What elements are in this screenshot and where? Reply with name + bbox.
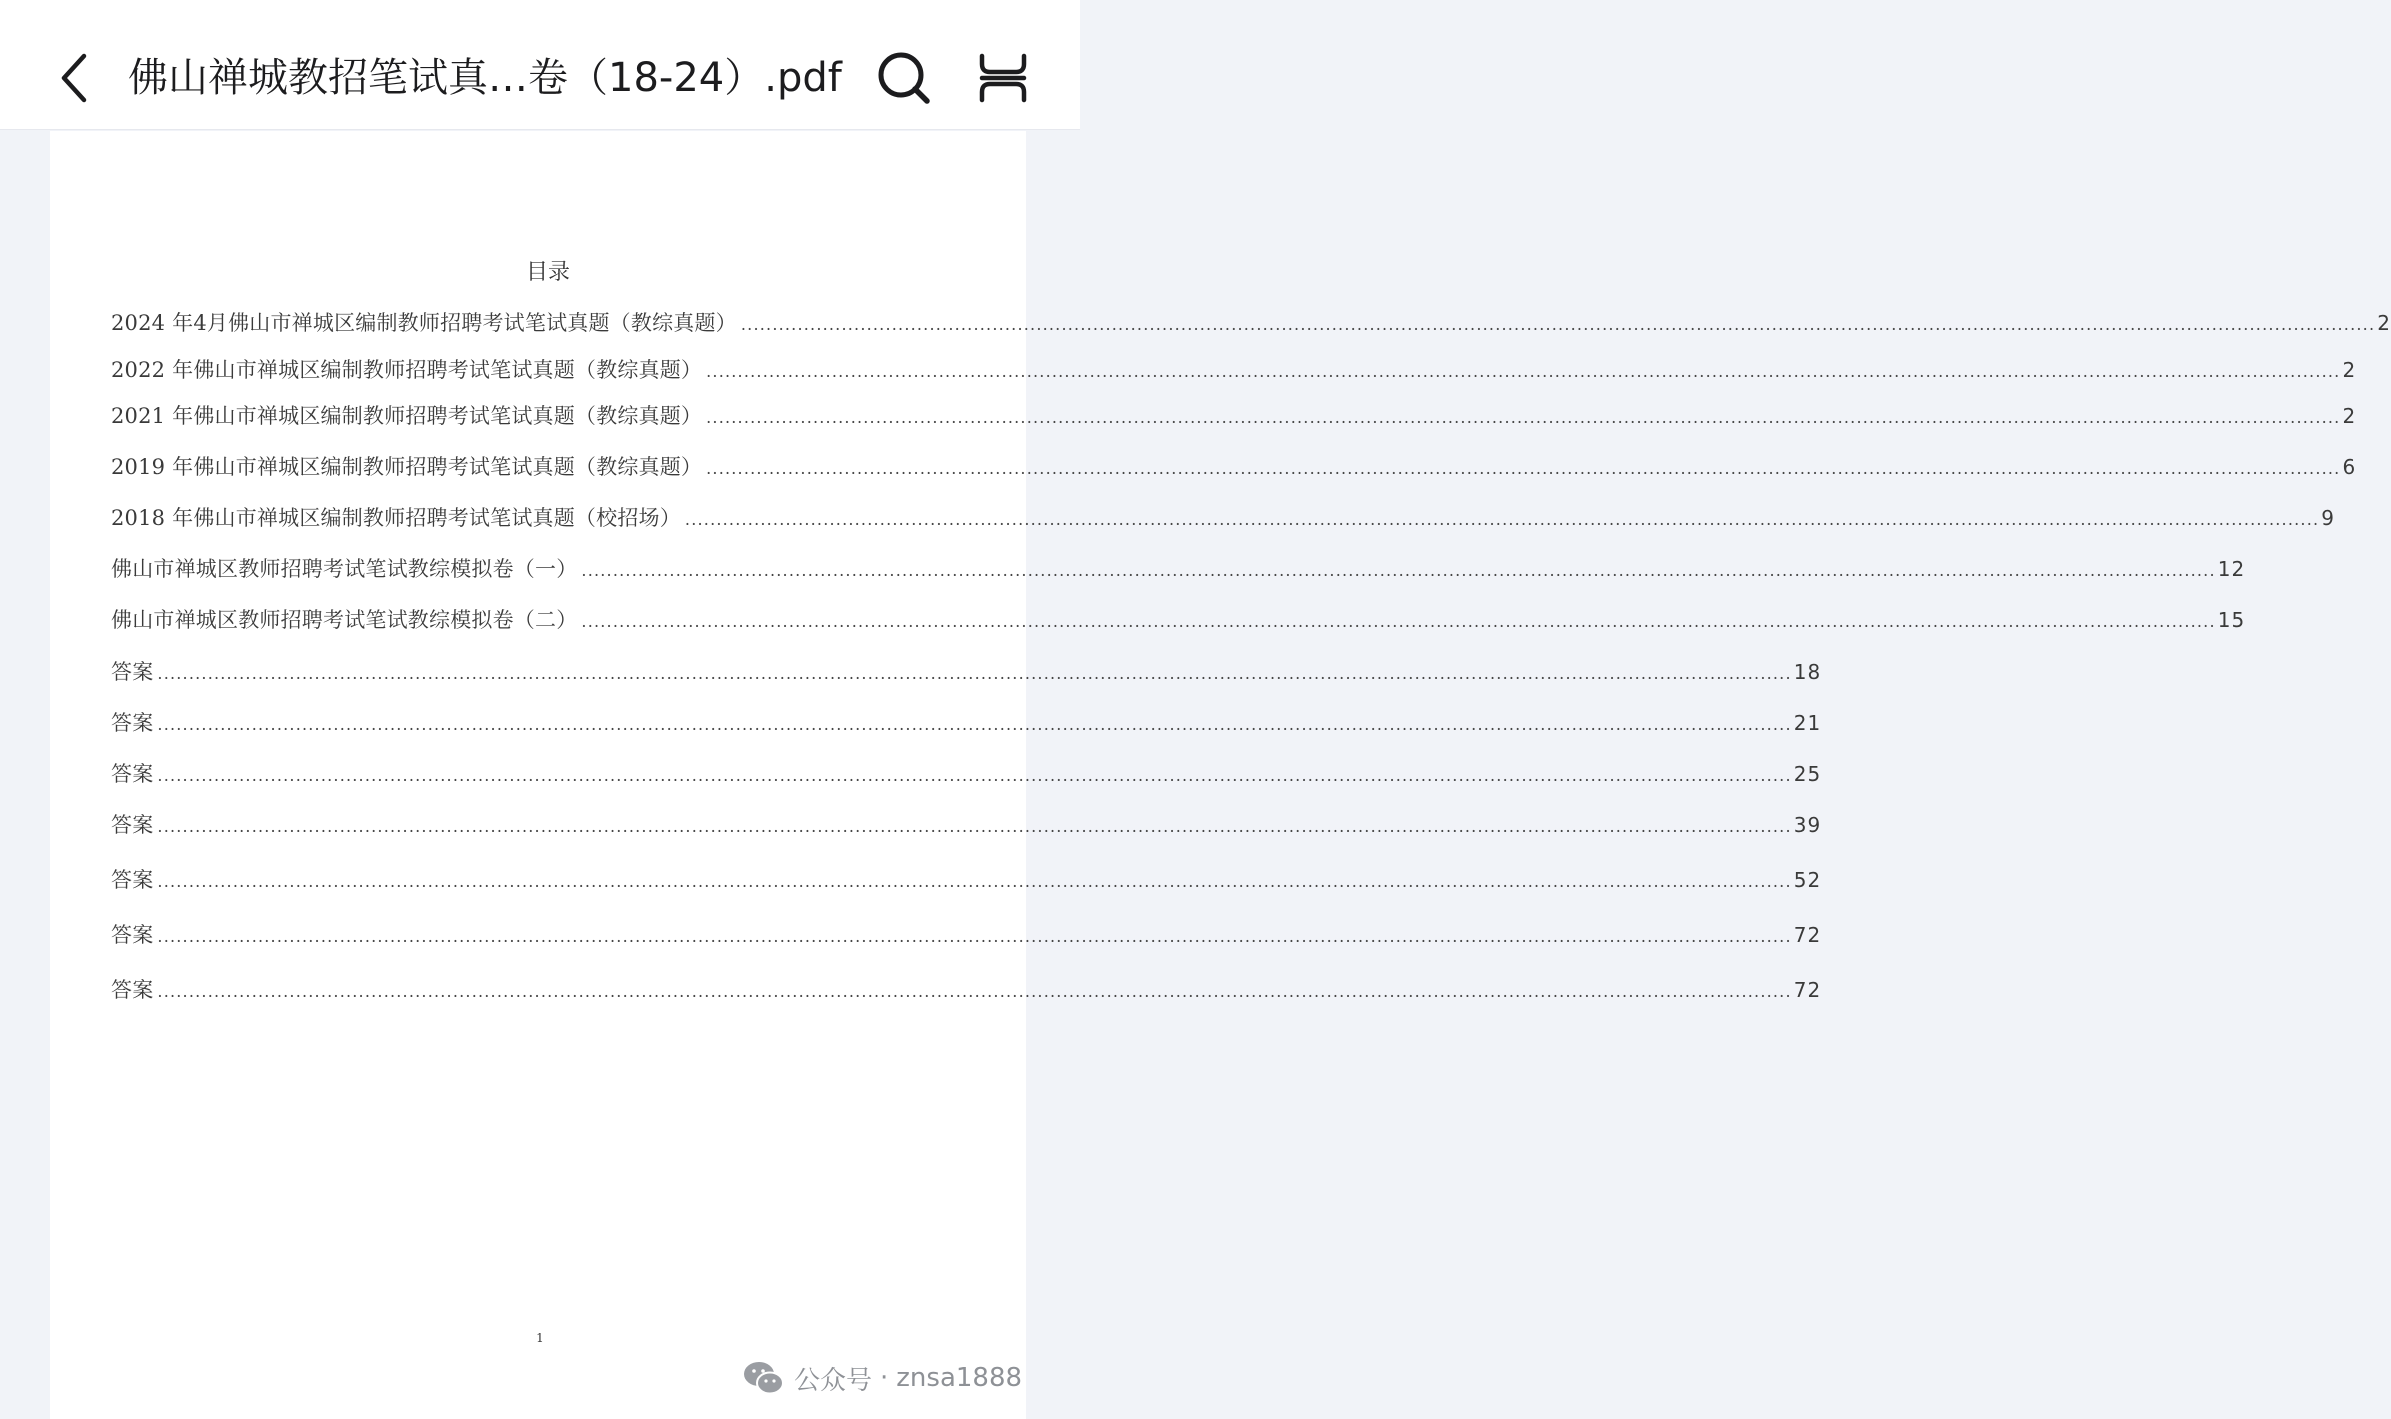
watermark-separator: · — [880, 1363, 889, 1393]
toc-entry-page: 2 — [2342, 358, 2357, 382]
page-layout-icon — [972, 52, 1034, 104]
toc-entry-page: 6 — [2342, 455, 2357, 479]
toc-entry-page: 2 — [2342, 404, 2357, 428]
toc-leader-dots: .................................................................................................................................................................................................................................................................... — [581, 612, 2216, 631]
back-button[interactable] — [48, 42, 104, 112]
toc-entry-label: 答案 — [111, 762, 154, 786]
watermark-label: 公众号 — [794, 1365, 873, 1396]
page-number: 1 — [536, 1331, 544, 1345]
toc-leader-dots: .................................................................................................................................................................................................................................................................... — [706, 459, 2341, 478]
toc-entry[interactable] — [111, 864, 1822, 894]
toc-entry-page: 21 — [1793, 711, 1822, 735]
toc-entry[interactable] — [111, 400, 2357, 430]
toc-entry-page: 15 — [2217, 608, 2246, 632]
toc-entry-page: 52 — [1793, 868, 1822, 892]
toc-entry-label: 答案 — [111, 660, 154, 684]
toc-leader-dots: .................................................................................................................................................................................................................................................................... — [157, 927, 1792, 946]
toc-entry[interactable] — [111, 809, 1822, 839]
toc-entry[interactable] — [111, 502, 2335, 532]
pdf-page[interactable] — [50, 131, 2391, 1419]
toc-entry-label: 2024 年4月佛山市禅城区编制教师招聘考试笔试真题（教综真题） — [111, 311, 737, 335]
toc-leader-dots: .................................................................................................................................................................................................................................................................... — [706, 362, 2341, 381]
page-layout-button[interactable] — [972, 52, 1034, 104]
toc-leader-dots: .................................................................................................................................................................................................................................................................... — [740, 315, 2376, 334]
toc-leader-dots: .................................................................................................................................................................................................................................................................... — [581, 561, 2216, 580]
toc-entry-page: 9 — [2321, 506, 2335, 530]
document-title: 佛山禅城教招笔试真…卷（18-24）.pdf — [128, 55, 842, 101]
toc-leader-dots: .................................................................................................................................................................................................................................................................... — [157, 664, 1792, 683]
watermark-account: znsa1888 — [896, 1363, 1023, 1393]
wechat-icon — [742, 1358, 786, 1398]
toc-entry[interactable] — [111, 656, 1822, 686]
toc-entry-label: 2018 年佛山市禅城区编制教师招聘考试笔试真题（校招场） — [111, 506, 681, 530]
toc-leader-dots: .................................................................................................................................................................................................................................................................... — [684, 510, 2320, 529]
watermark — [742, 1356, 1022, 1400]
toc-entry-label: 答案 — [111, 813, 154, 837]
toc-entry-label: 2022 年佛山市禅城区编制教师招聘考试笔试真题（教综真题） — [111, 358, 703, 382]
toc-entry-page: 72 — [1793, 978, 1822, 1002]
search-button[interactable] — [872, 46, 934, 108]
toc-entry-page: 39 — [1793, 813, 1822, 837]
toc-entry[interactable] — [111, 707, 1822, 737]
toc-entry-page: 25 — [1793, 762, 1822, 786]
toc-entry-label: 答案 — [111, 711, 154, 735]
toc-entry[interactable] — [111, 604, 2246, 634]
toc-entry-label: 2019 年佛山市禅城区编制教师招聘考试笔试真题（教综真题） — [111, 455, 703, 479]
toc-entry[interactable] — [111, 919, 1822, 949]
toc-entry[interactable] — [111, 451, 2357, 481]
toc-entry-page: 72 — [1793, 923, 1822, 947]
toc-entry-label: 答案 — [111, 978, 154, 1002]
toc-leader-dots: .................................................................................................................................................................................................................................................................... — [157, 817, 1792, 836]
toc-entry-page: 12 — [2217, 557, 2246, 581]
toc-entry[interactable] — [111, 758, 1822, 788]
toc-leader-dots: .................................................................................................................................................................................................................................................................... — [157, 715, 1792, 734]
chevron-left-icon — [48, 42, 104, 112]
toc-leader-dots: .................................................................................................................................................................................................................................................................... — [157, 766, 1792, 785]
toc-entry-label: 2021 年佛山市禅城区编制教师招聘考试笔试真题（教综真题） — [111, 404, 703, 428]
toc-entry-label: 佛山市禅城区教师招聘考试笔试教综模拟卷（二） — [111, 608, 578, 632]
toc-entry[interactable] — [111, 307, 2391, 337]
toc-entry[interactable] — [111, 974, 1822, 1004]
toc-entry-page: 2 — [2377, 311, 2391, 335]
top-bar — [0, 0, 1080, 130]
toc-entry[interactable] — [111, 354, 2357, 384]
toc-leader-dots: .................................................................................................................................................................................................................................................................... — [706, 408, 2341, 427]
toc-leader-dots: .................................................................................................................................................................................................................................................................... — [157, 982, 1792, 1001]
search-icon — [872, 46, 934, 108]
toc-entry-label: 答案 — [111, 923, 154, 947]
toc-entry-label: 答案 — [111, 868, 154, 892]
toc-entry-page: 18 — [1793, 660, 1822, 684]
toc-title: 目录 — [525, 260, 570, 285]
toc-entry[interactable] — [111, 553, 2246, 583]
toc-entry-label: 佛山市禅城区教师招聘考试笔试教综模拟卷（一） — [111, 557, 578, 581]
toc-leader-dots: .................................................................................................................................................................................................................................................................... — [157, 872, 1792, 891]
